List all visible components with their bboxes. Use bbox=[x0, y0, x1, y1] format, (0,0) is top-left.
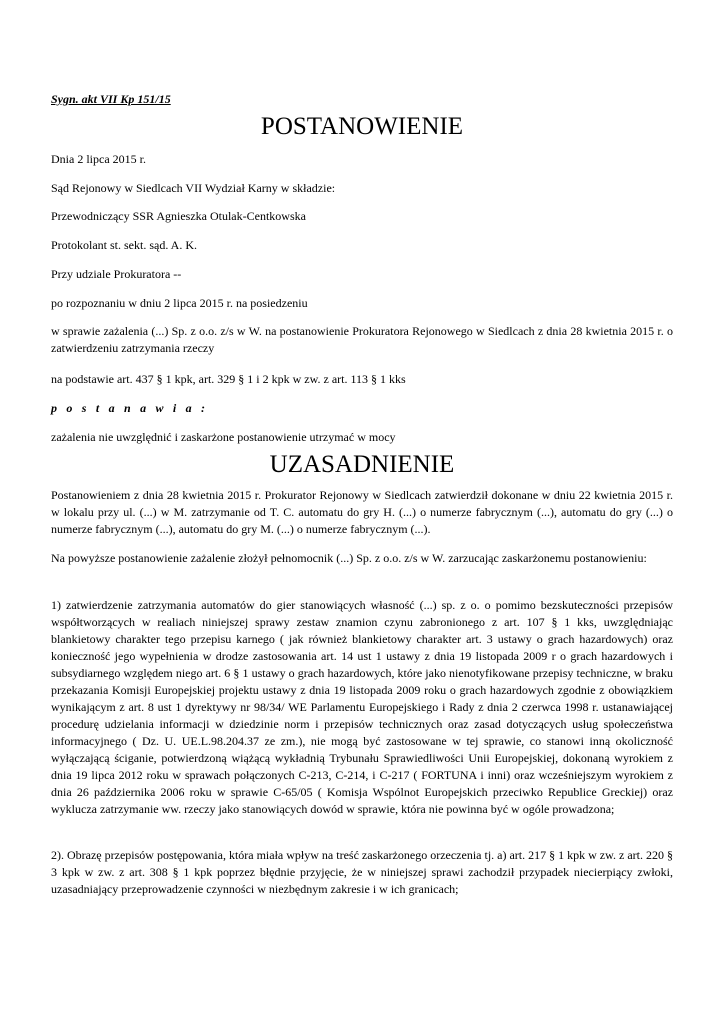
justification-paragraph-3: 1) zatwierdzenie zatrzymania automatów do gier stanowiących własność (...) sp. z o. o pomimo bezskuteczności przepisów współtworzących w realiach niniejszej sprawy zestaw znamion czynu zabronionego z art. 107 § 1 kks, uwzględniając blankietowy charakter tego przepisu karnego ( jak również blankietowy charakter art. 3 ustawy o grach hazardowych) oraz konieczność jego wypełnienia w drodze zastosowania art. 14 ust 1 ustawy z dnia 19 listopada 2009 r o grach hazardowych i subsydiarnego względem niego art. 6 § 1 ustawy o grach hazardowych, które jako nienotyfikowane przepisy techniczne, w braku przekazania Komisji Europejskiej projektu ustawy z dnia 19 listopada 2009 roku o grach hazardowych zgodnie z obowiązkiem wynikającym z art. 8 ust 1 dyrektywy nr 98/34/ WE Parlamentu Europejskiego i Rady z dnia 2 czerwca 1998 r. ustanawiającej procedurę udzielania informacji w dziedzinie norm i przepisów technicznych oraz zasad dotyczących usług społeczeństwa informacyjnego ( Dz. U. UE.L.98.204.37 ze zm.), nie mogą być zastosowane w tej sprawie, co stanowi inną okoliczność wyłączającą ściganie, potwierdzoną wiążącą wykładnią Trybunału Sprawiedliwości Unii Europejskiej, dokonaną wyrokiem z dnia 19 lipca 2012 roku w sprawach połączonych C-213, C-214, i C-217 ( FORTUNA i inni) oraz wcześniejszym wyrokiem z dnia 26 października 2006 roku w sprawie C-65/05 ( Komisja Wspólnot Europejskich przeciwko Republice Greckiej) oraz wyklucza zatrzymanie ww. rzeczy jako stanowiących dowód w sprawie, która nie powinna być w ogóle prowadzona; bbox=[51, 598, 673, 816]
presiding-judge: Przewodniczący SSR Agnieszka Otulak-Centkowska bbox=[51, 209, 306, 223]
court-composition: Sąd Rejonowy w Siedlcach VII Wydział Karny w składzie: bbox=[51, 181, 336, 195]
case-signature: Sygn. akt VII Kp 151/15 bbox=[51, 92, 171, 106]
justification-title: UZASADNIENIE bbox=[269, 451, 455, 478]
hearing-date: po rozpoznaniu w dniu 2 lipca 2015 r. na posiedzeniu bbox=[51, 296, 308, 310]
prosecutor-participation: Przy udziale Prokuratora -- bbox=[51, 267, 182, 281]
ruling-text: zażalenia nie uwzględnić i zaskarżone postanowienie utrzymać w mocy bbox=[51, 430, 396, 444]
decides-heading: p o s t a n a w i a : bbox=[51, 401, 209, 415]
justification-paragraph-1: Postanowieniem z dnia 28 kwietnia 2015 r. Prokurator Rejonowy w Siedlcach zatwierdził dokonane w dniu 22 kwietnia 2015 r. w lokalu przy ul. (...) w M. zatrzymanie od T. C. automatu do gry H. (...) o numerze fabrycznym (...), automatu do gry (...) o numerze fabrycznym (...), automatu do gry M. (...) o numerze fabrycznym (...). bbox=[51, 488, 673, 536]
legal-basis: na podstawie art. 437 § 1 kpk, art. 329 § 1 i 2 kpk w zw. z art. 113 § 1 kks bbox=[51, 372, 406, 386]
court-clerk: Protokolant st. sekt. sąd. A. K. bbox=[51, 238, 197, 252]
document-title: POSTANOWIENIE bbox=[260, 113, 464, 140]
matter-description: w sprawie zażalenia (...) Sp. z o.o. z/s w W. na postanowienie Prokuratora Rejonowego w Siedlcach z dnia 28 kwietnia 2015 r. o zatwierdzeniu zatrzymania rzeczy bbox=[51, 324, 673, 355]
decision-date: Dnia 2 lipca 2015 r. bbox=[51, 152, 146, 166]
justification-paragraph-4: 2). Obrazę przepisów postępowania, która miała wpływ na treść zaskarżonego orzeczenia tj. a) art. 217 § 1 kpk w zw. z art. 220 § 3 kpk w zw. z art. 308 § 1 kpk poprzez błędnie przyjęcie, że w niniejszej sprawi zachodził przypadek niecierpiący zwłoki, uzasadniający przeprowadzenie czynności w niezbędnym zakresie i w ich granicach; bbox=[51, 848, 673, 896]
justification-paragraph-2: Na powyższe postanowienie zażalenie złożył pełnomocnik (...) Sp. z o.o. z/s w W. zarzucając zaskarżonemu postanowieniu: bbox=[51, 551, 647, 565]
